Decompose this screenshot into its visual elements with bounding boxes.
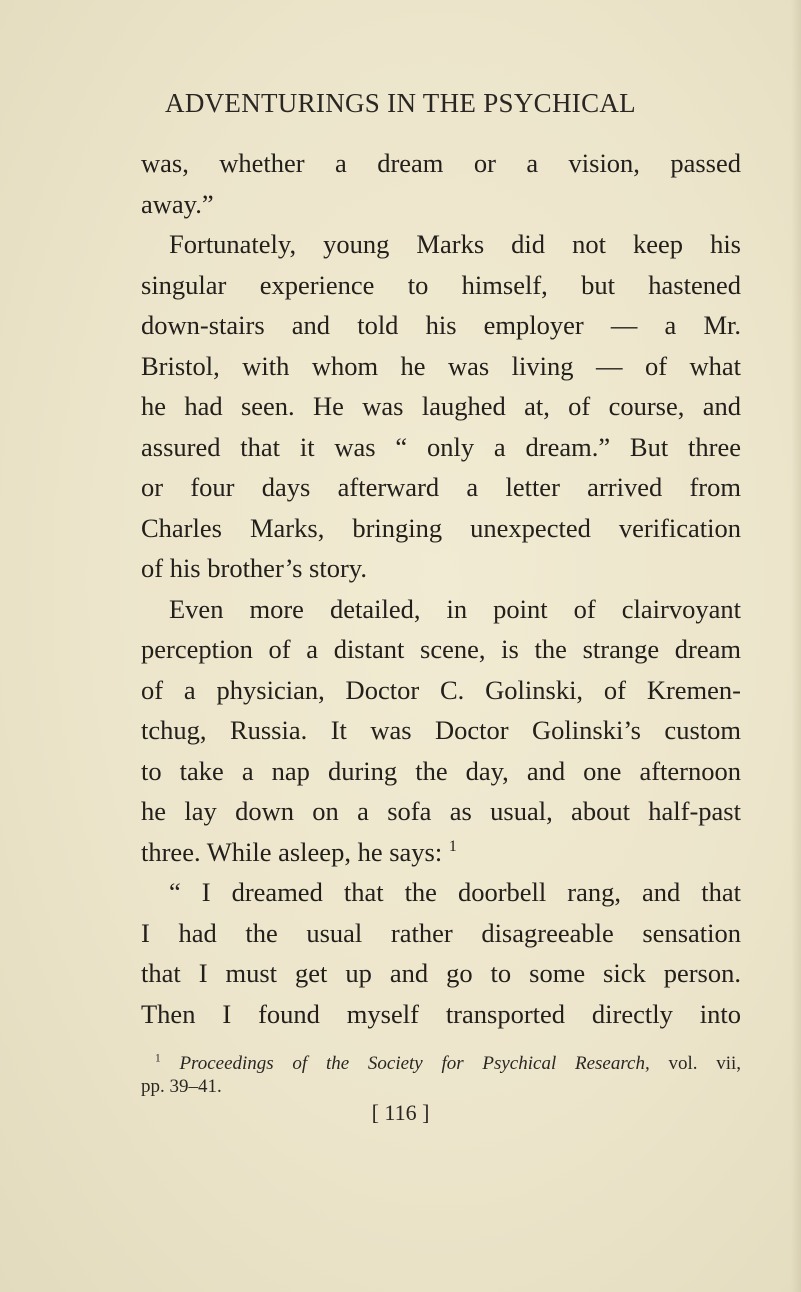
text-line: away.” (141, 188, 214, 219)
text-line: Charles Marks, bringing unexpected verification (141, 512, 741, 543)
footnote-ref-marker: 1 (448, 837, 457, 855)
footnote-pages: pp. 39–41. (141, 1076, 222, 1097)
text-line: Then I found myself transported directly into (141, 998, 741, 1029)
text-line: assured that it was “ only a dream.” But three (141, 431, 741, 462)
text-line: of his brother’s story. (141, 553, 367, 583)
text-line: singular experience to himself, but hastened (141, 269, 741, 300)
text-line: or four days afterward a letter arrived from (141, 472, 741, 502)
footnote-source-title: Proceedings of the Society for Psychical Research, (179, 1053, 650, 1074)
text-line: was, whether a dream or a vision, passed (141, 148, 741, 178)
text-line-content: three. While asleep, he says: (141, 836, 443, 867)
running-head: ADVENTURINGS IN THE PSYCHICAL (165, 88, 636, 118)
footnote-volume: vol. vii, (668, 1053, 742, 1074)
text-line: he lay down on a sofa as usual, about half-past (141, 796, 741, 826)
text-line: down-stairs and told his employer — a Mr. (141, 310, 741, 340)
text-line (141, 832, 741, 873)
text-line: I had the usual rather disagreeable sensation (141, 917, 741, 948)
text-line: “ I dreamed that the doorbell rang, and that (169, 877, 741, 907)
text-line: perception of a distant scene, is the strange dream (141, 634, 741, 664)
text-line: Bristol, with whom he was living — of what (141, 350, 741, 381)
text-line: tchug, Russia. It was Doctor Golinski’s custom (141, 715, 741, 745)
page-number: [ 116 ] (371, 1100, 430, 1125)
text-line: he had seen. He was laughed at, of course, and (141, 391, 741, 421)
text-line: Even more detailed, in point of clairvoyant (169, 593, 741, 624)
page-edge-shadow (791, 0, 801, 1292)
footnote-line (141, 1052, 741, 1075)
text-line: Fortunately, young Marks did not keep his (169, 229, 741, 259)
footnote-marker: 1 (155, 1052, 161, 1065)
body-text (141, 143, 741, 1034)
text-line: that I must get up and go to some sick person. (141, 958, 741, 988)
footnote (141, 1052, 741, 1098)
text-line: to take a nap during the day, and one afternoon (141, 755, 741, 786)
text-line: of a physician, Doctor C. Golinski, of Kremen- (141, 674, 741, 705)
